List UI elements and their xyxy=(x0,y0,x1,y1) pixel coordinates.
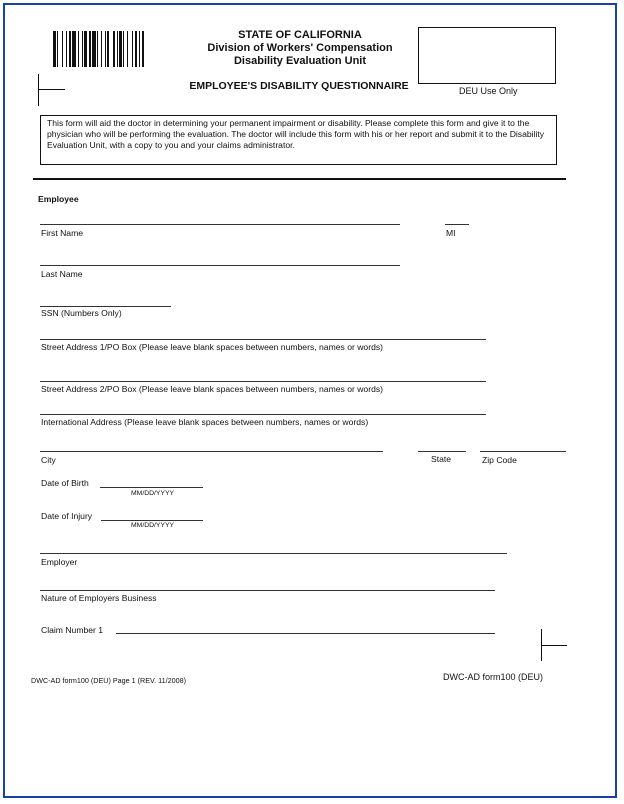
zip-label: Zip Code xyxy=(482,455,517,465)
registration-mark-bottom-h xyxy=(541,645,567,646)
city-field[interactable] xyxy=(40,451,383,452)
barcode xyxy=(53,31,178,67)
claim-number-field[interactable] xyxy=(116,633,495,634)
instructions-box: This form will aid the doctor in determining your permanent impairment or disability. Please complete this form and give it to the physician who will be performing the evaluation. The doctor will include this form with his or her report and submit it to the Disability Evaluation Unit, with a copy to you and your claims administrator. xyxy=(40,115,557,165)
employer-field[interactable] xyxy=(40,553,507,554)
intl-address-field[interactable] xyxy=(40,414,486,415)
ssn-field[interactable] xyxy=(40,306,171,307)
street1-label: Street Address 1/PO Box (Please leave blank spaces between numbers, names or words) xyxy=(41,342,384,352)
doi-label: Date of Injury xyxy=(41,511,93,521)
header-state: STATE OF CALIFORNIA xyxy=(238,29,362,41)
employer-label: Employer xyxy=(41,557,78,567)
header-division: Division of Workers' Compensation xyxy=(207,42,393,54)
last-name-label: Last Name xyxy=(41,269,83,279)
intl-address-label: International Address (Please leave blank spaces between numbers, names or words) xyxy=(41,417,369,427)
street2-field[interactable] xyxy=(40,381,486,382)
nature-business-label: Nature of Employers Business xyxy=(41,593,157,603)
form-title: EMPLOYEE'S DISABILITY QUESTIONNAIRE xyxy=(189,80,409,92)
mi-field[interactable] xyxy=(445,224,469,225)
city-label: City xyxy=(41,455,56,465)
street1-field[interactable] xyxy=(40,339,486,340)
first-name-label: First Name xyxy=(41,228,84,238)
dob-format-hint: MM/DD/YYYY xyxy=(131,490,175,497)
state-label: State xyxy=(431,454,452,464)
last-name-field[interactable] xyxy=(40,265,400,266)
header-unit: Disability Evaluation Unit xyxy=(233,55,367,67)
deu-use-label: DEU Use Only xyxy=(459,86,518,96)
footer-right: DWC-AD form100 (DEU) xyxy=(443,672,544,682)
deu-use-box xyxy=(418,27,556,84)
doi-format-hint: MM/DD/YYYY xyxy=(131,522,175,529)
claim-number-label: Claim Number 1 xyxy=(41,625,104,635)
zip-field[interactable] xyxy=(480,451,566,452)
section-title-employee: Employee xyxy=(38,194,79,204)
section-divider xyxy=(33,178,566,180)
dob-field[interactable] xyxy=(100,487,203,488)
registration-mark-top xyxy=(38,74,39,106)
dob-label: Date of Birth xyxy=(41,478,89,488)
state-field[interactable] xyxy=(418,451,466,452)
ssn-label: SSN (Numbers Only) xyxy=(41,308,122,318)
first-name-field[interactable] xyxy=(40,224,400,225)
registration-mark-top-h xyxy=(38,89,65,90)
mi-label: MI xyxy=(446,228,456,238)
nature-business-field[interactable] xyxy=(40,590,495,591)
doi-field[interactable] xyxy=(101,520,203,521)
street2-label: Street Address 2/PO Box (Please leave blank spaces between numbers, names or words) xyxy=(41,384,384,394)
footer-left: DWC-AD form100 (DEU) Page 1 (REV. 11/2008) xyxy=(31,676,186,685)
